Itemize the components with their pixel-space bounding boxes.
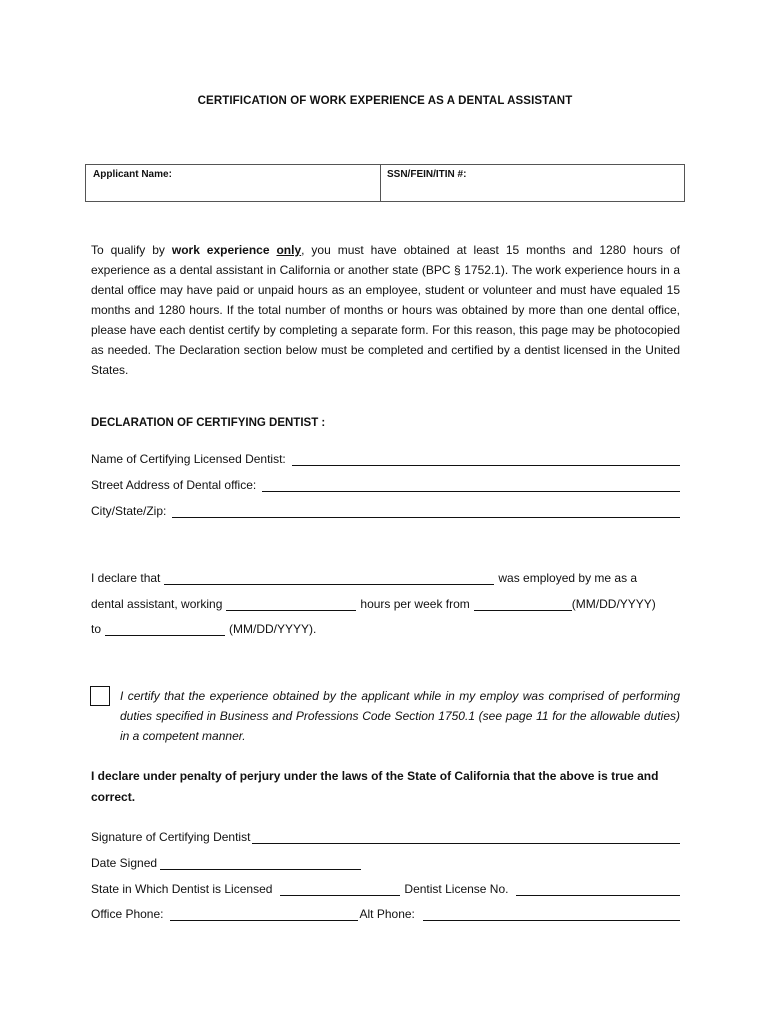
date-signed-label: Date Signed	[91, 856, 158, 870]
license-no-field[interactable]	[516, 881, 680, 896]
state-licensed-label: State in Which Dentist is Licensed	[91, 882, 273, 896]
intro-text-start: To qualify by	[91, 243, 172, 257]
intro-text-rest: , you must have obtained at least 15 months and 1280 hours of experience as a dental assistant in California or another state (BPC § 1752.1). The work experience hours in a dental office may have paid or unpaid hours as an employee, student or volunteer and must have equaled 15 months and 1280 hours. If the total number of months or hours was obtained by more than one dental office, please have each dentist certify by completing a separate form. For this reason, this page may be photocopied as needed. The Declaration section below must be completed and certified by a dentist licensed in the United States.	[91, 243, 680, 377]
perjury-statement: I declare under penalty of perjury under the laws of the State of California that the above is true and correct.	[91, 769, 659, 804]
certify-statement: I certify that the experience obtained by the applicant while in my employ was comprised of performing duties specified in Business and Professions Code Section 1750.1 (see page 11 for the allowable duties) in a competent manner.	[120, 689, 680, 743]
street-address-label: Street Address of Dental office:	[91, 478, 257, 492]
dentist-name-row	[91, 451, 680, 466]
date-signed-row	[91, 855, 361, 870]
office-phone-field[interactable]	[170, 906, 358, 921]
form-title: CERTIFICATION OF WORK EXPERIENCE AS A DENTAL ASSISTANT	[197, 95, 573, 107]
street-address-row	[91, 477, 680, 492]
intro-work-experience: work experience	[171, 243, 270, 257]
date-signed-field[interactable]	[160, 855, 361, 870]
city-state-zip-row	[91, 503, 680, 518]
applicant-box-divider	[380, 165, 381, 201]
hours-from-label: hours per week from	[360, 597, 470, 611]
applicant-name-label: Applicant Name:	[93, 169, 172, 180]
license-row	[91, 881, 680, 896]
certify-checkbox[interactable]	[90, 686, 110, 706]
assistant-working-label: dental assistant, working	[91, 597, 223, 611]
license-no-label: Dentist License No.	[404, 882, 509, 896]
declare-row-3	[91, 621, 316, 636]
city-state-zip-field[interactable]	[172, 503, 680, 518]
office-phone-label: Office Phone:	[91, 907, 164, 921]
intro-only: only	[276, 243, 302, 257]
declare-row-2	[91, 596, 680, 611]
applicant-name-field[interactable]	[164, 570, 494, 585]
city-state-zip-label: City/State/Zip:	[91, 504, 167, 518]
phone-row	[91, 906, 680, 921]
start-date-field[interactable]	[474, 596, 572, 611]
signature-field[interactable]	[252, 829, 680, 844]
signature-row	[91, 829, 680, 844]
state-licensed-field[interactable]	[280, 881, 400, 896]
end-date-format: (MM/DD/YYYY).	[229, 622, 317, 636]
declare-row-1	[91, 570, 680, 585]
hours-per-week-field[interactable]	[226, 596, 356, 611]
alt-phone-label: Alt Phone:	[359, 907, 415, 921]
declaration-heading: DECLARATION OF CERTIFYING DENTIST :	[91, 417, 326, 429]
to-label: to	[91, 622, 102, 636]
alt-phone-field[interactable]	[423, 906, 680, 921]
i-declare-label: I declare that	[91, 571, 161, 585]
dentist-name-field[interactable]	[292, 451, 680, 466]
dentist-name-label: Name of Certifying Licensed Dentist:	[91, 452, 286, 466]
applicant-info-box	[85, 164, 685, 202]
employed-label: was employed by me as a	[498, 571, 638, 585]
street-address-field[interactable]	[262, 477, 680, 492]
start-date-format: (MM/DD/YYYY)	[571, 597, 656, 611]
signature-label: Signature of Certifying Dentist	[91, 830, 251, 844]
end-date-field[interactable]	[105, 621, 225, 636]
ssn-label: SSN/FEIN/ITIN #:	[387, 169, 467, 180]
intro-paragraph	[91, 240, 680, 380]
